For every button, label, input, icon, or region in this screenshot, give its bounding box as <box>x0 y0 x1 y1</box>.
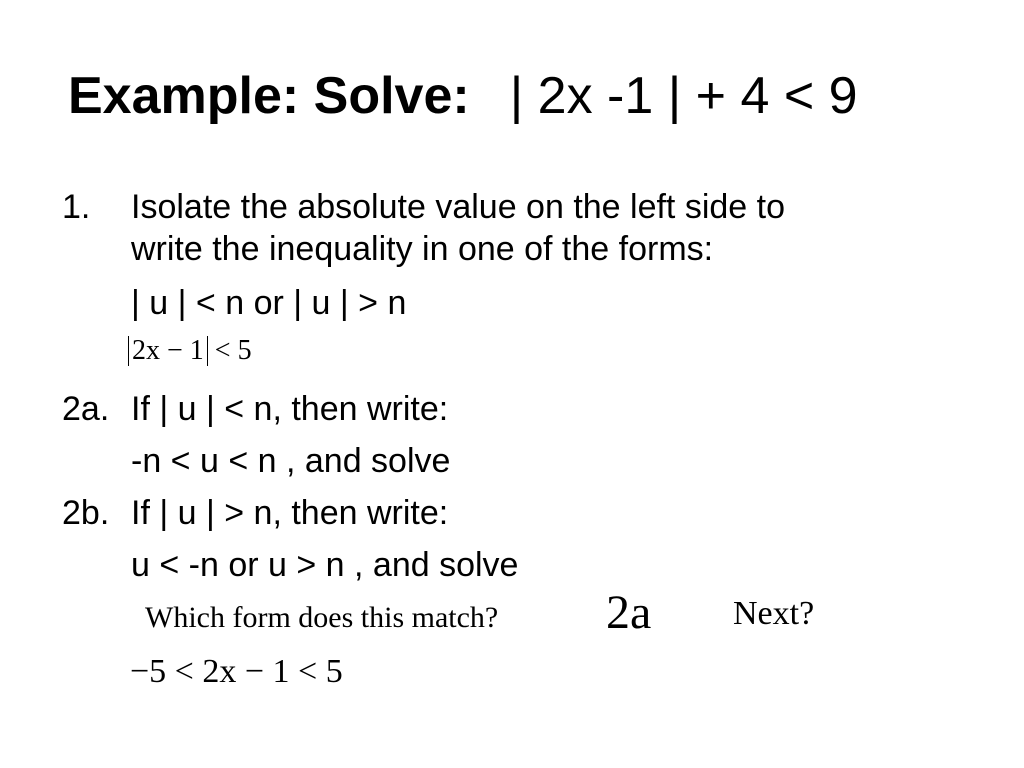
step-1-forms: | u | < n or | u | > n <box>131 284 407 322</box>
step-2a-line: If | u | < n, then write: <box>131 390 449 428</box>
absolute-value-bars <box>128 336 208 366</box>
question-text: Which form does this match? <box>145 601 499 634</box>
slide-title <box>68 66 858 126</box>
step-1-number: 1. <box>62 188 91 226</box>
title-equation: | 2x -1 | + 4 < 9 <box>509 67 858 125</box>
abs-inside: 2x − 1 <box>132 335 204 366</box>
step-2b-detail: u < -n or u > n , and solve <box>131 546 519 584</box>
next-link[interactable]: Next? <box>733 595 815 632</box>
step-1-line-2: write the inequality in one of the forms: <box>131 230 714 268</box>
abs-rhs: < 5 <box>214 335 252 366</box>
result-inequality: −5 < 2x − 1 < 5 <box>130 653 343 690</box>
step-2b-number: 2b. <box>62 494 110 532</box>
step-2a-detail: -n < u < n , and solve <box>131 442 451 480</box>
step-2a-number: 2a. <box>62 390 110 428</box>
isolated-inequality <box>128 334 252 368</box>
step-2b-line: If | u | > n, then write: <box>131 494 449 532</box>
title-prefix: Example: Solve: <box>68 67 470 125</box>
answer-text: 2a <box>606 586 652 639</box>
step-1-line-1: Isolate the absolute value on the left side to <box>131 188 786 226</box>
